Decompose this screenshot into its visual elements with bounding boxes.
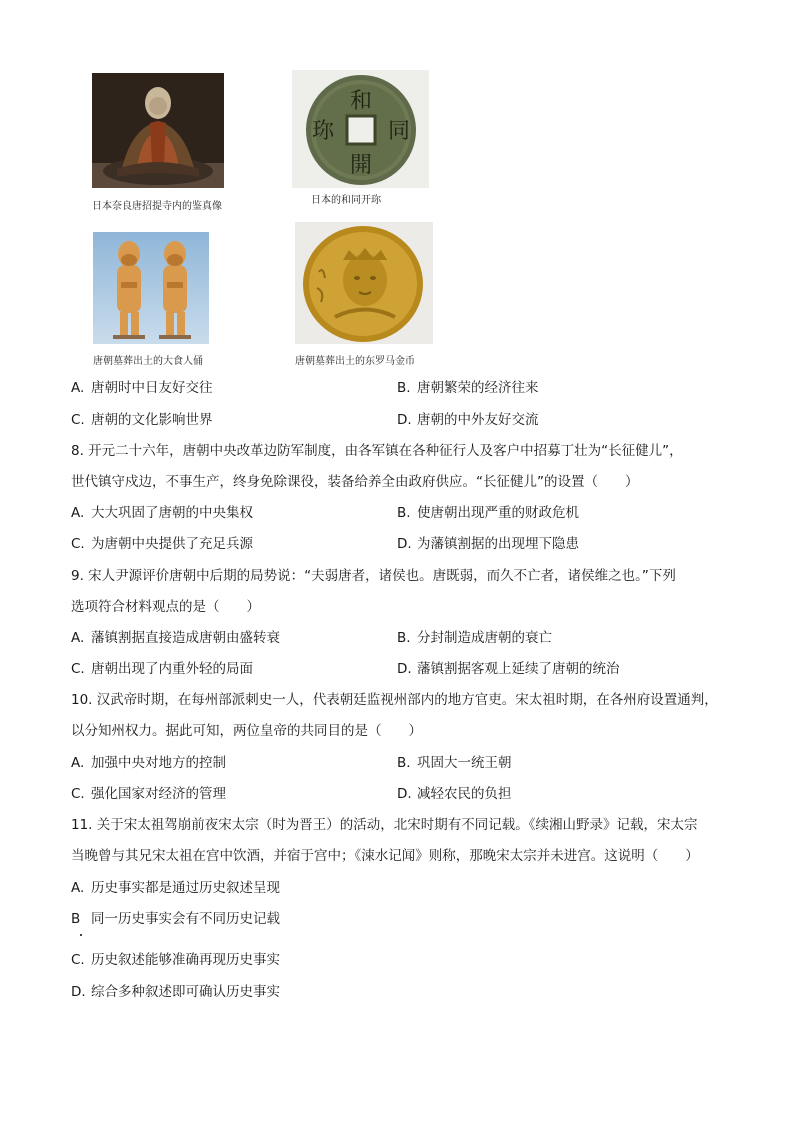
option-letter: B. bbox=[397, 630, 411, 646]
statue-caption: 日本奈良唐招提寺内的鉴真像 bbox=[92, 201, 222, 212]
figure-coin bbox=[292, 70, 429, 206]
q11-stem-line-1: 11. 关于宋太祖驾崩前夜宋太宗（时为晋王）的活动，北宋时期有不同记载。《续湘山野录》记载，宋太宗 bbox=[71, 817, 698, 833]
q7-option-d bbox=[397, 410, 539, 430]
option-text: 藩镇割据直接造成唐朝由盛转衰 bbox=[91, 630, 280, 646]
option-text: 加强中央对地方的控制 bbox=[91, 755, 226, 771]
option-letter: A. bbox=[71, 380, 85, 396]
option-letter: D. bbox=[397, 661, 412, 677]
q8-option-d bbox=[397, 534, 579, 554]
option-letter: C. bbox=[71, 952, 85, 968]
q11-option-c bbox=[71, 950, 280, 970]
q10-option-d bbox=[397, 784, 512, 804]
stray-dot bbox=[80, 934, 82, 936]
option-text: 为唐朝中央提供了充足兵源 bbox=[91, 536, 253, 552]
q11-option-a bbox=[71, 878, 280, 898]
q8-option-a bbox=[71, 503, 253, 523]
option-text: 唐朝的中外友好交流 bbox=[417, 412, 539, 428]
option-text: 大大巩固了唐朝的中央集权 bbox=[91, 505, 253, 521]
q9-stem-line-2: 选项符合材料观点的是（ ） bbox=[71, 599, 260, 615]
figure-gold-coin bbox=[295, 222, 433, 367]
q10-option-b bbox=[397, 753, 512, 773]
option-letter: A. bbox=[71, 630, 85, 646]
option-text: 历史事实都是通过历史叙述呈现 bbox=[91, 880, 280, 896]
option-letter: D. bbox=[397, 536, 412, 552]
q9-option-b bbox=[397, 628, 552, 648]
gold-coin-photo bbox=[295, 222, 433, 344]
option-text: 唐朝时中日友好交往 bbox=[91, 380, 213, 396]
option-letter: D. bbox=[397, 412, 412, 428]
q11-option-b bbox=[71, 909, 280, 929]
option-text: 综合多种叙述即可确认历史事实 bbox=[91, 984, 280, 1000]
coin-char-bottom: 開 bbox=[349, 153, 373, 178]
option-text: 为藩镇割据的出现埋下隐患 bbox=[417, 536, 579, 552]
option-text: 强化国家对经济的管理 bbox=[91, 786, 226, 802]
figurines-photo bbox=[93, 232, 209, 344]
option-letter: B. bbox=[397, 505, 411, 521]
q10-stem-line-1: 10. 汉武帝时期，在每州部派刺史一人，代表朝廷监视州部内的地方官吏。宋太祖时期，在各州府设置通判， bbox=[71, 692, 718, 708]
statue-photo bbox=[92, 73, 224, 188]
option-text: 同一历史事实会有不同历史记载 bbox=[91, 911, 280, 927]
q8-option-b bbox=[397, 503, 579, 523]
figure-statue bbox=[92, 73, 224, 212]
q7-option-b bbox=[397, 378, 539, 398]
q7-option-c bbox=[71, 410, 213, 430]
q8-stem-line-1: 8. 开元二十六年，唐朝中央改革边防军制度，由各军镇在各种征行人及客户中招募丁壮为“长征健儿”， bbox=[71, 443, 683, 459]
option-letter: A. bbox=[71, 755, 85, 771]
coin-char-left: 珎 bbox=[311, 119, 335, 144]
option-text: 藩镇割据客观上延续了唐朝的统治 bbox=[417, 661, 620, 677]
q10-option-a bbox=[71, 753, 226, 773]
option-letter: C. bbox=[71, 412, 85, 428]
q9-stem-line-1: 9. 宋人尹源评价唐朝中后期的局势说：“夫弱唐者，诸侯也。唐既弱，而久不亡者，诸侯维之也。”下列 bbox=[71, 568, 676, 584]
option-letter: D. bbox=[71, 984, 86, 1000]
q7-option-a bbox=[71, 378, 213, 398]
option-text: 唐朝繁荣的经济往来 bbox=[417, 380, 539, 396]
coin-caption: 日本的和同开珎 bbox=[311, 195, 381, 206]
option-text: 分封制造成唐朝的衰亡 bbox=[417, 630, 552, 646]
option-letter: C. bbox=[71, 536, 85, 552]
option-letter: D. bbox=[397, 786, 412, 802]
option-letter: B. bbox=[397, 755, 411, 771]
q10-stem-line-2: 以分知州权力。据此可知，两位皇帝的共同目的是（ ） bbox=[71, 723, 422, 739]
option-letter: C. bbox=[71, 661, 85, 677]
option-text: 减轻农民的负担 bbox=[417, 786, 512, 802]
coin-char-top: 和 bbox=[349, 89, 373, 114]
q11-stem-line-2: 当晚曾与其兄宋太祖在宫中饮酒，并宿于宫中；《涑水记闻》则称，那晚宋太宗并未进宫。这说明（ ） bbox=[71, 848, 699, 864]
gold-coin-caption: 唐朝墓葬出土的东罗马金币 bbox=[295, 356, 415, 367]
option-letter: A. bbox=[71, 880, 85, 896]
q9-option-a bbox=[71, 628, 280, 648]
option-letter: B bbox=[71, 911, 81, 927]
figurines-caption: 唐朝墓葬出土的大食人俑 bbox=[93, 356, 203, 367]
q9-option-c bbox=[71, 659, 253, 679]
coin-char-right: 同 bbox=[387, 119, 411, 144]
q10-option-c bbox=[71, 784, 226, 804]
coin-photo bbox=[292, 70, 429, 188]
figure-figurines bbox=[93, 232, 209, 367]
option-text: 历史叙述能够准确再现历史事实 bbox=[91, 952, 280, 968]
option-letter: B. bbox=[397, 380, 411, 396]
option-text: 唐朝出现了内重外轻的局面 bbox=[91, 661, 253, 677]
option-text: 巩固大一统王朝 bbox=[417, 755, 512, 771]
q9-option-d bbox=[397, 659, 620, 679]
q8-stem-line-2: 世代镇守戍边，不事生产，终身免除课役，装备给养全由政府供应。“长征健儿”的设置（ ） bbox=[71, 474, 639, 490]
q11-option-d bbox=[71, 982, 280, 1002]
q8-option-c bbox=[71, 534, 253, 554]
option-text: 唐朝的文化影响世界 bbox=[91, 412, 213, 428]
option-letter: A. bbox=[71, 505, 85, 521]
option-text: 使唐朝出现严重的财政危机 bbox=[417, 505, 579, 521]
option-letter: C. bbox=[71, 786, 85, 802]
